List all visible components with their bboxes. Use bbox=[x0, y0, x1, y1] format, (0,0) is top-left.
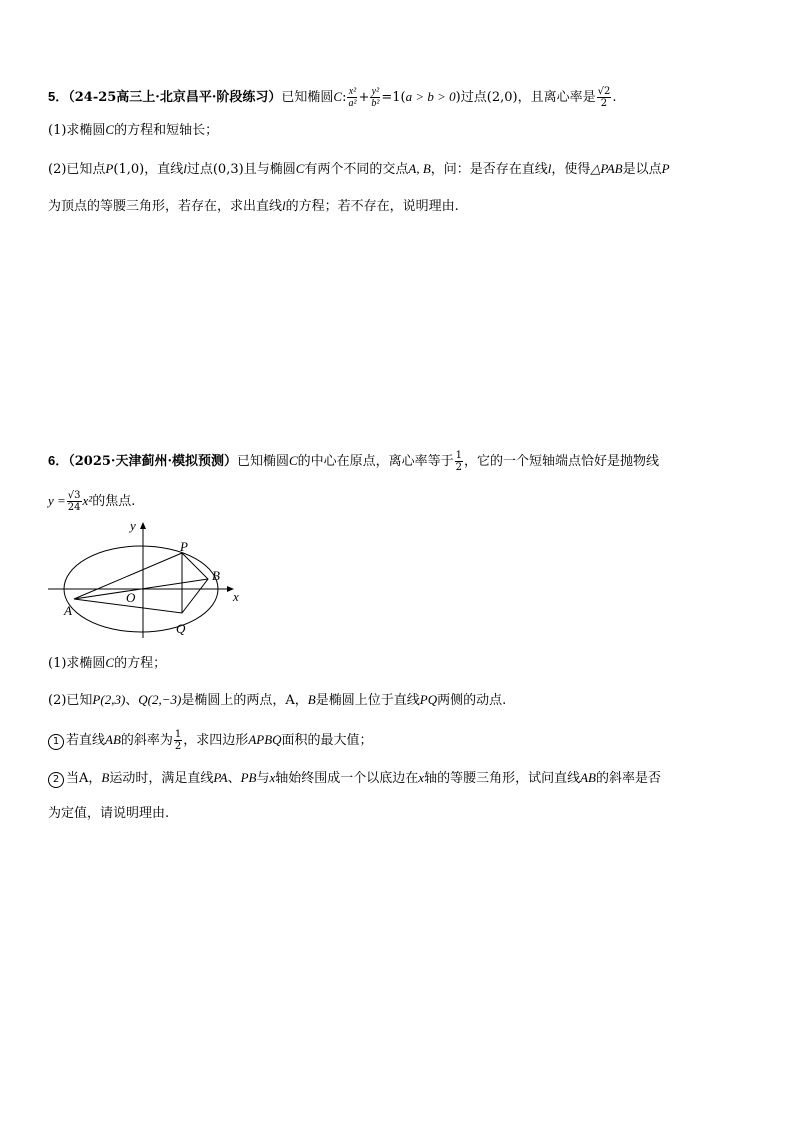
q6-sub1-d: 面积的最大值； bbox=[281, 733, 373, 748]
q5-frac-y bbox=[370, 86, 380, 109]
q6-para-den: 24 bbox=[67, 502, 81, 513]
q5-p2-h: 是以点 bbox=[622, 162, 662, 177]
q5-stem: 5．（24-25高三上·北京昌平·阶段练习）已知椭圆C: $\frac{\text{x²}}{\text{a²}}$ + $\frac{\text{y²}}{\text{b²}}$ =1(a > b > 0)过点(2,0)，且离心率是 $\frac{√2}{2}$ . bbox=[48, 86, 617, 109]
q5-eq: =1( bbox=[381, 90, 406, 105]
q5-p2-d: 且与椭圆 bbox=[243, 162, 296, 177]
q6-p2-b: 是椭圆上的两点， bbox=[181, 693, 286, 708]
q5-var-C: C bbox=[333, 89, 343, 104]
q5-p2-P: P bbox=[105, 161, 114, 176]
ellipse-figure bbox=[44, 518, 254, 640]
q5-point: (2,0) bbox=[486, 90, 518, 105]
q6-p2-P: P(2,3) bbox=[92, 692, 126, 707]
q5-y2: y² bbox=[371, 86, 380, 97]
q5-cond-close: ) bbox=[455, 90, 461, 105]
q5-p2-e: 有两个不同的交点 bbox=[304, 162, 409, 177]
label-y: y bbox=[130, 518, 136, 533]
q6-para-frac bbox=[67, 490, 82, 513]
q5-p2-b: ，直线 bbox=[144, 162, 184, 177]
q6-sub1-a: 若直线 bbox=[66, 733, 106, 748]
y-axis-arrow bbox=[140, 522, 146, 529]
q6-sub2-line2-text: 为定值，请说明理由. bbox=[48, 806, 170, 821]
q6-sub2-f: 的斜率是否 bbox=[595, 771, 661, 786]
q5-p2-a: (2)已知点 bbox=[48, 162, 106, 177]
label-B: B bbox=[212, 568, 220, 583]
q6-sub2-B: B bbox=[101, 770, 110, 785]
q5-part2-line2 bbox=[48, 196, 459, 217]
q5-p2-f: ，问：是否存在直线 bbox=[430, 162, 548, 177]
q5-p2-P2: P bbox=[661, 161, 670, 176]
q6-sub1-mark: 1 bbox=[48, 734, 64, 750]
q5-p2-Pc: (1,0) bbox=[113, 162, 145, 177]
q6-source: （2025·天津蓟州·模拟预测） bbox=[68, 454, 237, 469]
q6-p2-B: B bbox=[307, 692, 316, 707]
q5-colon: : bbox=[342, 90, 347, 105]
q6-sub2-a: 当A， bbox=[66, 771, 102, 786]
q6-text-a: 已知椭圆 bbox=[236, 454, 289, 469]
q5-part1-C: C bbox=[105, 122, 115, 137]
q5-p2-AB: A, B bbox=[408, 161, 431, 176]
q6-text-d: 的焦点. bbox=[92, 494, 136, 509]
label-x: x bbox=[233, 589, 239, 604]
q6-sub1-c: ，求四边形 bbox=[183, 733, 249, 748]
q5-number: 5． bbox=[48, 89, 69, 104]
q6-p2-d: 两侧的动点. bbox=[437, 693, 507, 708]
q6-p2-Q: Q(2,−3) bbox=[138, 692, 182, 707]
q5-ecc-num: √2 bbox=[597, 86, 611, 97]
q6-part2 bbox=[48, 690, 506, 711]
q6-p2-a: (2)已知 bbox=[48, 693, 93, 708]
q5-ecc-den: 2 bbox=[600, 98, 608, 109]
q6-para-y: y = bbox=[48, 493, 66, 508]
q6-para-x: x² bbox=[82, 493, 93, 508]
label-O: O bbox=[126, 590, 136, 605]
label-P: P bbox=[180, 539, 188, 554]
q5-ecc bbox=[597, 86, 612, 109]
q6-part1-end: 的方程； bbox=[114, 656, 167, 671]
q5-cond: a > b > 0 bbox=[405, 89, 456, 104]
label-Q: Q bbox=[176, 621, 186, 636]
q6-sub2-d: 轴始终围成一个以底边在 bbox=[275, 771, 419, 786]
q5-a2: a² bbox=[348, 98, 357, 109]
q5-text: 已知椭圆 bbox=[281, 90, 334, 105]
q5-part1-end: 的方程和短轴长； bbox=[114, 123, 219, 138]
q5-p2-l: l bbox=[183, 161, 187, 176]
q5-p2l2-l: l bbox=[282, 198, 286, 213]
q6-half bbox=[455, 450, 463, 473]
q6-sub2-x: x bbox=[269, 770, 276, 785]
q6-sub2 bbox=[48, 768, 661, 789]
label-A: A bbox=[64, 603, 72, 618]
q5-b2: b² bbox=[371, 98, 380, 109]
q6-p2-c: 是椭圆上位于直线 bbox=[315, 693, 420, 708]
q6-sub2-e: 轴的等腰三角形，试问直线 bbox=[424, 771, 581, 786]
q6-p2-comma: ， bbox=[294, 693, 308, 708]
q6-part1 bbox=[48, 653, 166, 674]
q6-sub2-c: 与 bbox=[256, 771, 270, 786]
q6-stem bbox=[48, 450, 659, 473]
q6-p2-PQ: PQ bbox=[419, 692, 438, 707]
q6-sub2-PA: PA bbox=[213, 770, 228, 785]
q5-x2: x² bbox=[348, 86, 357, 97]
q5-p2-g: ，使得 bbox=[551, 162, 591, 177]
q6-sub1-APBQ: APBQ bbox=[248, 732, 282, 747]
q6-half-den: 2 bbox=[455, 462, 463, 473]
q5-part2 bbox=[48, 159, 670, 180]
q6-text-b: 的中心在原点，离心率等于 bbox=[297, 454, 454, 469]
q6-part1-text: (1)求椭圆 bbox=[48, 656, 106, 671]
q6-sub2-PB: PB bbox=[240, 770, 257, 785]
q5-p2l2-b: 的方程；若不存在，说明理由. bbox=[285, 199, 459, 214]
q5-p2-pt: (0,3) bbox=[212, 162, 244, 177]
q5-end: . bbox=[612, 90, 617, 105]
q5-source: （24-25高三上·北京昌平·阶段练习） bbox=[68, 90, 282, 105]
q6-sub1-num: 1 bbox=[174, 729, 182, 740]
q6-sub2-mark: 2 bbox=[48, 772, 64, 788]
q6-sub2-x2: x bbox=[418, 770, 425, 785]
q5-p2-tri: △PAB bbox=[590, 161, 623, 176]
q5-text-b: 过点 bbox=[460, 90, 487, 105]
q6-para-num: √3 bbox=[67, 490, 81, 501]
q6-number: 6． bbox=[48, 453, 69, 468]
q6-text-c: ，它的一个短轴端点恰好是抛物线 bbox=[464, 454, 660, 469]
q5-p2-c: 过点 bbox=[186, 162, 213, 177]
q6-p2-sep: 、 bbox=[125, 693, 139, 708]
q6-sub2-AB: AB bbox=[580, 770, 596, 785]
q6-sub1-frac bbox=[174, 729, 182, 752]
q6-stem-line2 bbox=[48, 490, 135, 513]
q5-p2l2-a: 为顶点的等腰三角形，若存在，求出直线 bbox=[48, 199, 283, 214]
q5-part1-text: (1)求椭圆 bbox=[48, 123, 106, 138]
q6-sub1 bbox=[48, 729, 373, 752]
q6-sub1-den: 2 bbox=[174, 741, 182, 752]
q6-sub2-sep: 、 bbox=[227, 771, 241, 786]
q6-half-num: 1 bbox=[455, 450, 463, 461]
q5-p2-l2: l bbox=[547, 161, 552, 176]
q6-part1-C: C bbox=[105, 655, 115, 670]
q6-p2-A: A bbox=[285, 693, 295, 708]
q5-p2-C: C bbox=[295, 161, 305, 176]
q6-sub2-line2 bbox=[48, 804, 169, 824]
quadrilateral-APBQ bbox=[74, 553, 208, 613]
q6-sub2-b: 运动时，满足直线 bbox=[109, 771, 214, 786]
q6-C: C bbox=[288, 453, 298, 468]
q5-frac-x bbox=[347, 86, 357, 109]
q6-sub1-b: 的斜率为 bbox=[120, 733, 173, 748]
q6-sub1-AB: AB bbox=[105, 732, 121, 747]
q5-text-c: ，且离心率是 bbox=[517, 90, 596, 105]
q5-part1 bbox=[48, 120, 218, 141]
